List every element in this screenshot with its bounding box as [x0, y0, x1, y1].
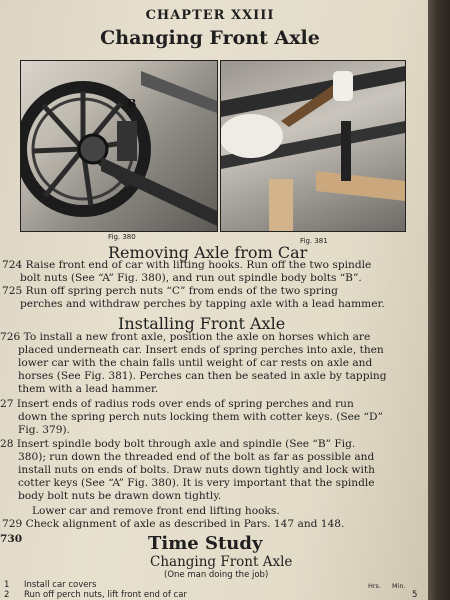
- text-line: 729 Check alignment of axle as described in Pars. 147 and 148.: [2, 518, 345, 530]
- wheel-illustration: [21, 61, 217, 231]
- text-line: 380); run down the threaded end of the bolt as far as possible and: [18, 451, 375, 463]
- text-line: 724 Raise front end of car with lifting hooks. Run off the two spindle: [2, 259, 372, 271]
- col-header-min: Min.: [392, 582, 406, 590]
- text-line: horses (See Fig. 381). Perches can then be seated in axle by tapping: [18, 370, 387, 382]
- heading-time-study: Time Study: [148, 533, 263, 554]
- table-row-number: 2: [4, 590, 10, 600]
- book-binding-edge: [428, 0, 450, 600]
- text-line: 28 Insert spindle body bolt through axle and spindle (See “B” Fig.: [0, 438, 356, 450]
- table-row-text: Install car covers: [24, 580, 97, 590]
- table-row-number: 1: [4, 580, 10, 590]
- text-line: 27 Insert ends of radius rods over ends of spring perches and run: [0, 398, 354, 410]
- text-line: cotter keys (See “A” Fig. 380). It is very important that the spindle: [18, 477, 375, 489]
- heading-installing-axle: Installing Front Axle: [118, 314, 286, 333]
- text-line: placed underneath car. Insert ends of spring perches into axle, then: [18, 344, 384, 356]
- axle-illustration: [221, 61, 405, 231]
- text-line: Lower car and remove front end lifting hooks.: [32, 505, 280, 517]
- time-study-note: (One man doing the job): [164, 570, 269, 580]
- heading-removing-axle: Removing Axle from Car: [108, 243, 308, 262]
- text-line: them with a lead hammer.: [18, 383, 159, 395]
- table-row-text: Run off perch nuts, lift front end of car: [24, 590, 187, 600]
- text-line: 725 Run off spring perch nuts “C” from ends of the two spring: [2, 285, 338, 297]
- subheading-changing-front-axle: Changing Front Axle: [150, 554, 293, 570]
- text-line: perches and withdraw perches by tapping axle with a lead hammer.: [20, 298, 385, 310]
- page-title: Changing Front Axle: [100, 27, 320, 49]
- text-line: lower car with the chain falls until weight of car rests on axle and: [18, 357, 373, 369]
- figure-row: [20, 60, 404, 230]
- text-line: 726 To install a new front axle, position the axle on horses which are: [0, 331, 371, 343]
- figure-380-photo: [20, 60, 218, 232]
- text-line: Fig. 379).: [18, 424, 70, 436]
- col-header-hrs: Hrs.: [368, 582, 382, 590]
- text-line: body bolt nuts be drawn down tightly.: [18, 490, 222, 502]
- chapter-label: CHAPTER XXIII: [145, 8, 275, 23]
- text-line: down the spring perch nuts locking them with cotter keys. (See “D”: [18, 411, 383, 423]
- text-line: bolt nuts (See “A” Fig. 380), and run out spindle body bolts “B”.: [20, 272, 362, 284]
- text-line: 730: [0, 533, 23, 545]
- figure-381-caption: Fig. 381: [300, 237, 328, 245]
- table-row-min: 5: [412, 590, 418, 600]
- figure-380-caption: Fig. 380: [108, 233, 136, 241]
- figure-label-b: B: [127, 97, 137, 110]
- text-line: install nuts on ends of bolts. Draw nuts down tightly and lock with: [18, 464, 375, 476]
- figure-381-photo: [220, 60, 406, 232]
